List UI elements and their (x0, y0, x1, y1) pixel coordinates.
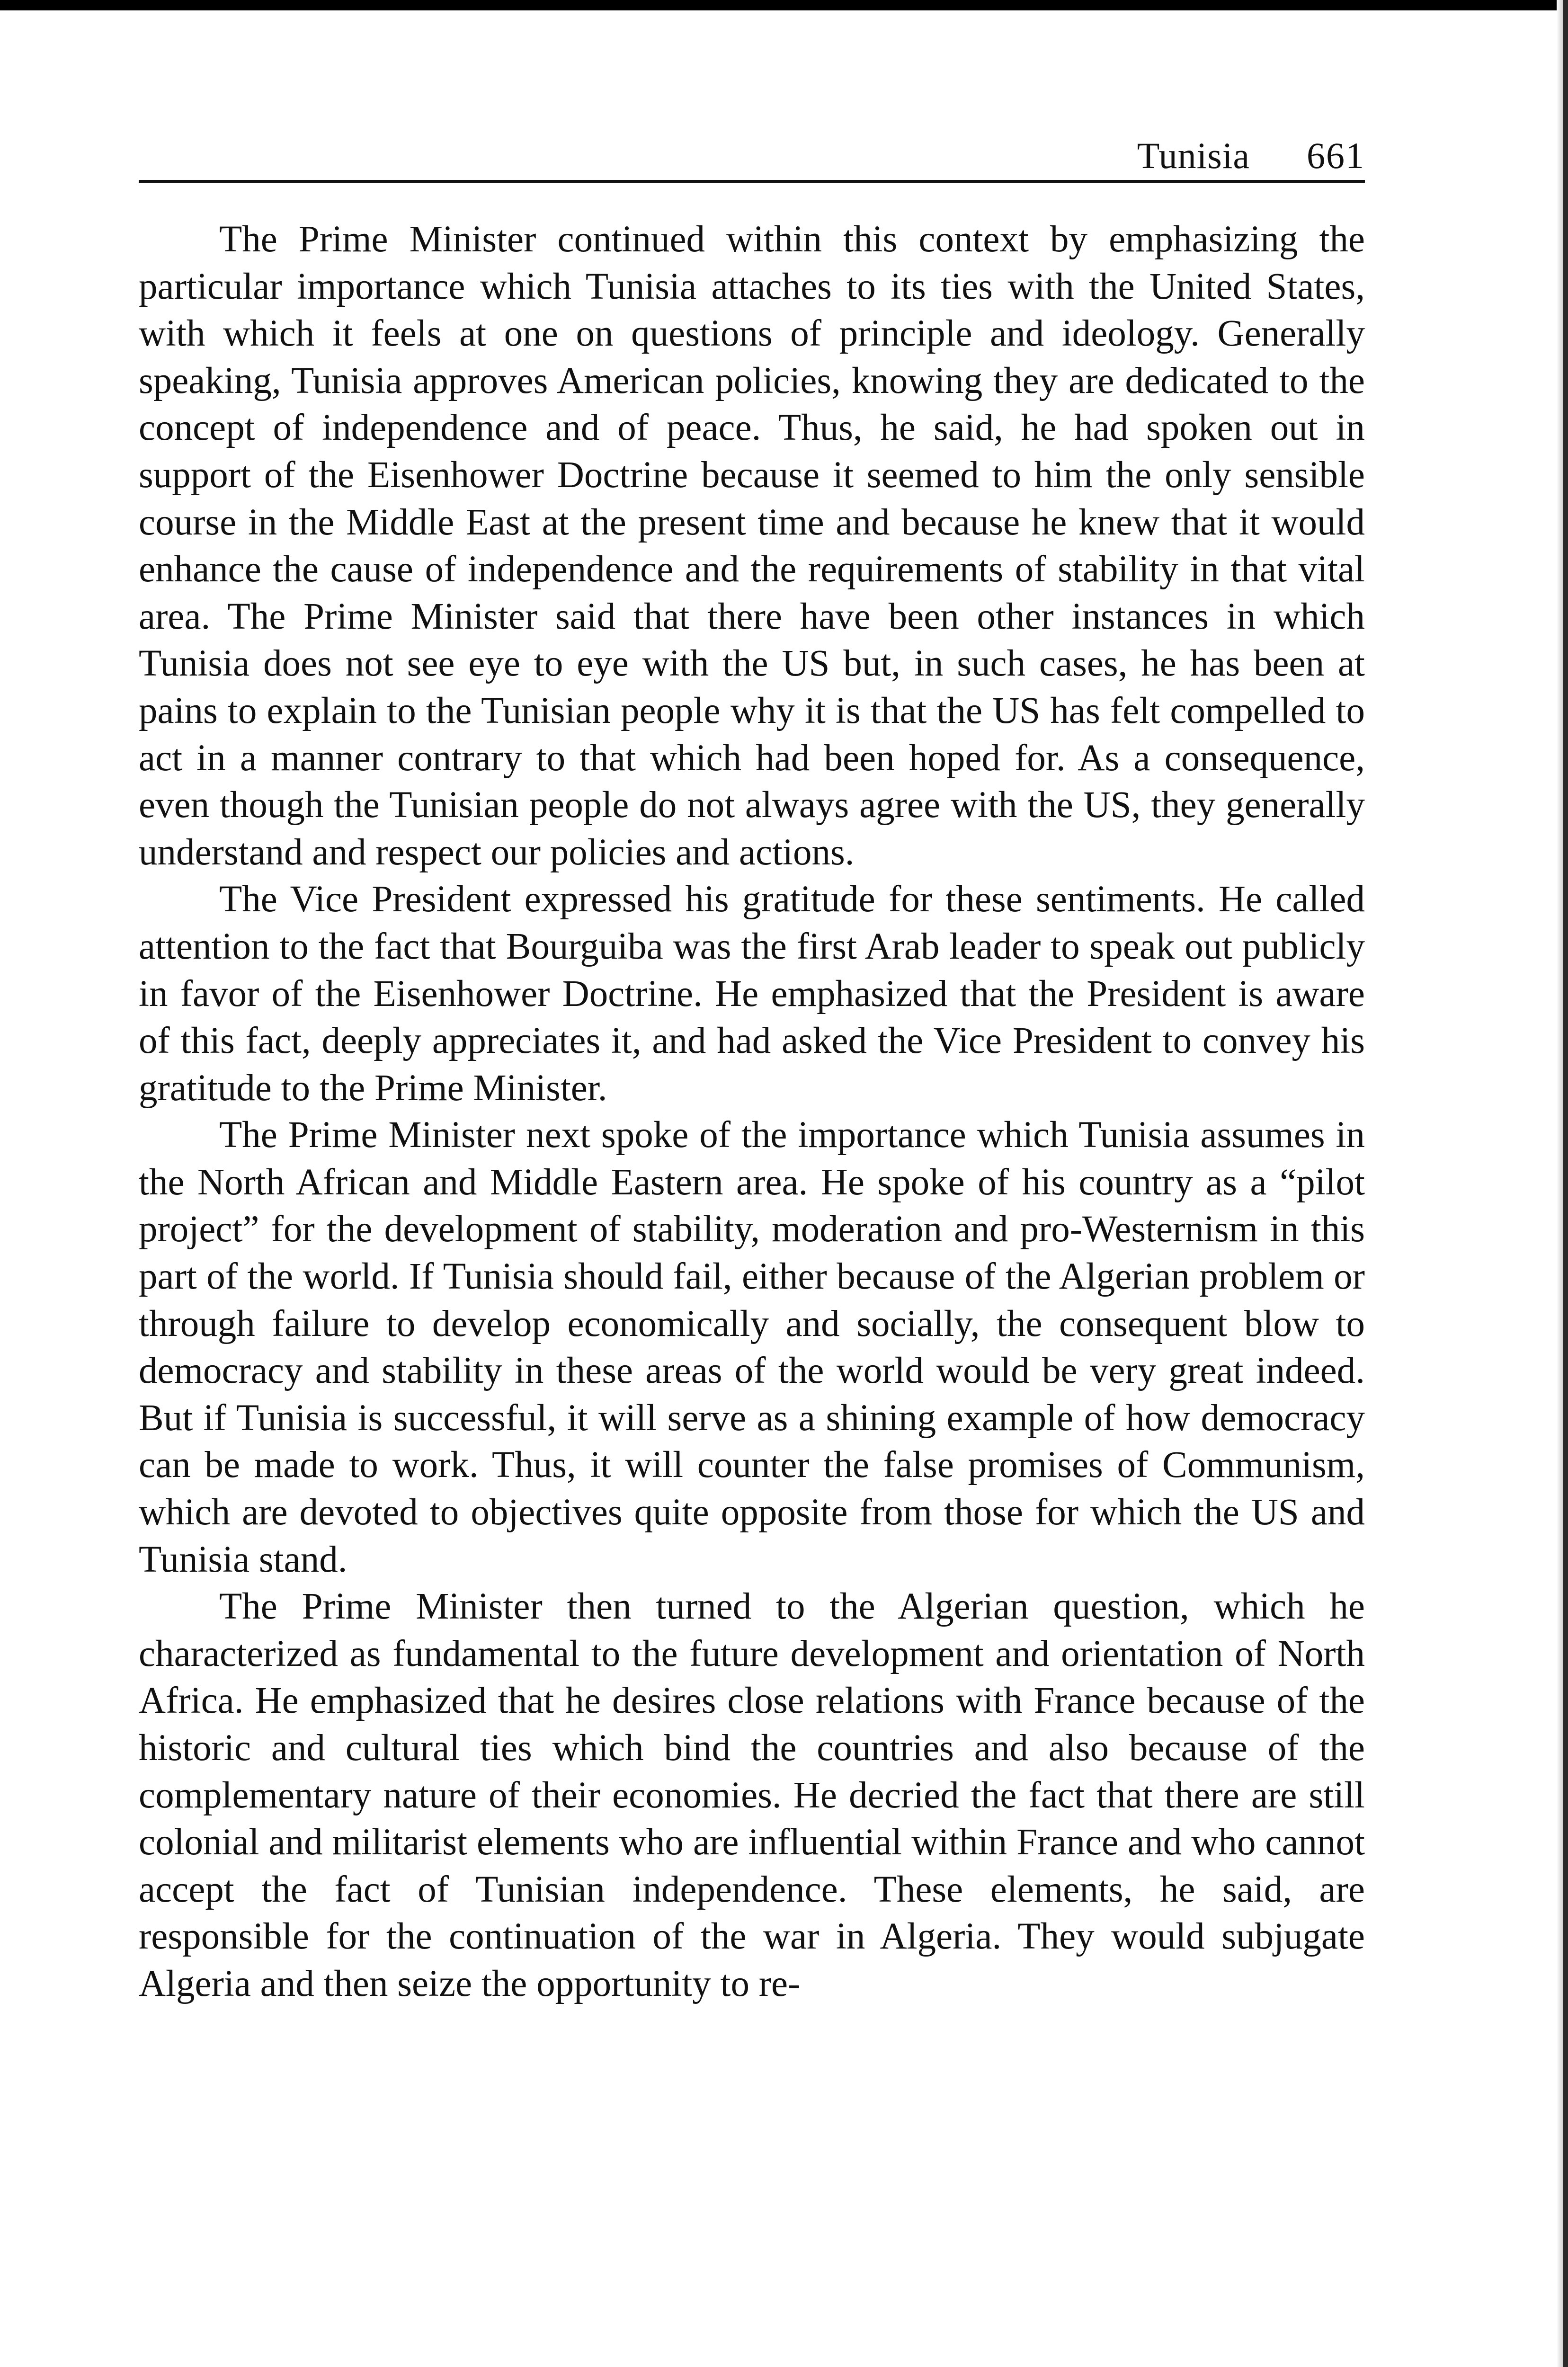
paragraph: The Prime Minister next spoke of the importance which Tunisia assumes in the North African and Middle Eastern area. He spoke of his country as a “pilot project” for the development of stability, moderation and pro-Westernism in this part of the world. If Tunisia should fail, either because of the Algerian problem or through failure to develop economically and socially, the consequent blow to democracy and stability in these areas of the world would be very great indeed. But if Tunisia is successful, it will serve as a shining example of how democracy can be made to work. Thus, it will counter the false promises of Communism, which are devoted to objectives quite opposite from those for which the US and Tunisia stand. (139, 1114, 1365, 1580)
book-page (139, 137, 1365, 2008)
scan-right-edge (1563, 0, 1568, 2367)
paragraph: The Prime Minister continued within this context by emphasizing the particular importance which Tunisia attaches to its ties with the United States, with which it feels at one on questions of principle and ideology. Generally speaking, Tunisia approves American policies, knowing they are dedicated to the concept of independence and of peace. Thus, he said, he had spoken out in support of the Eisenhower Doctrine because it seemed to him the only sensible course in the Middle East at the present time and because he knew that it would enhance the cause of independence and the requirements of stability in that vital area. The Prime Minister said that there have been other instances in which Tunisia does not see eye to eye with the US but, in such cases, he has been at pains to explain to the Tunisian people why it is that the US has felt compelled to act in a manner contrary to that which had been hoped for. As a consequence, even though the Tunisian people do not always agree with the US, they generally understand and respect our policies and actions. (139, 219, 1365, 873)
paragraph: The Prime Minister then turned to the Algerian question, which he characterized as fundamental to the future development and orientation of North Africa. He emphasized that he desires close relations with France because of the historic and cultural ties which bind the countries and also because of the complementary nature of their economies. He decried the fact that there are still colonial and militarist elements who are influential within France and who cannot accept the fact of Tunisian independence. These elements, he said, are responsible for the continuation of the war in Algeria. They would subjugate Algeria and then seize the opportunity to re- (139, 1586, 1365, 2004)
page-number: 661 (1307, 135, 1365, 176)
paragraph: The Vice President expressed his gratitude for these sentiments. He called attention to the fact that Bourguiba was the first Arab leader to speak out publicly in favor of the Eisenhower Doctrine. He emphasized that the President is aware of this fact, deeply appreciates it, and had asked the Vice President to convey his gratitude to the Prime Minister. (139, 879, 1365, 1109)
running-head-title: Tunisia (1137, 135, 1250, 176)
body-text (139, 216, 1365, 2008)
scan-edge-shadow (1557, 0, 1563, 2367)
scan-top-border (0, 0, 1568, 10)
running-head (139, 137, 1365, 183)
